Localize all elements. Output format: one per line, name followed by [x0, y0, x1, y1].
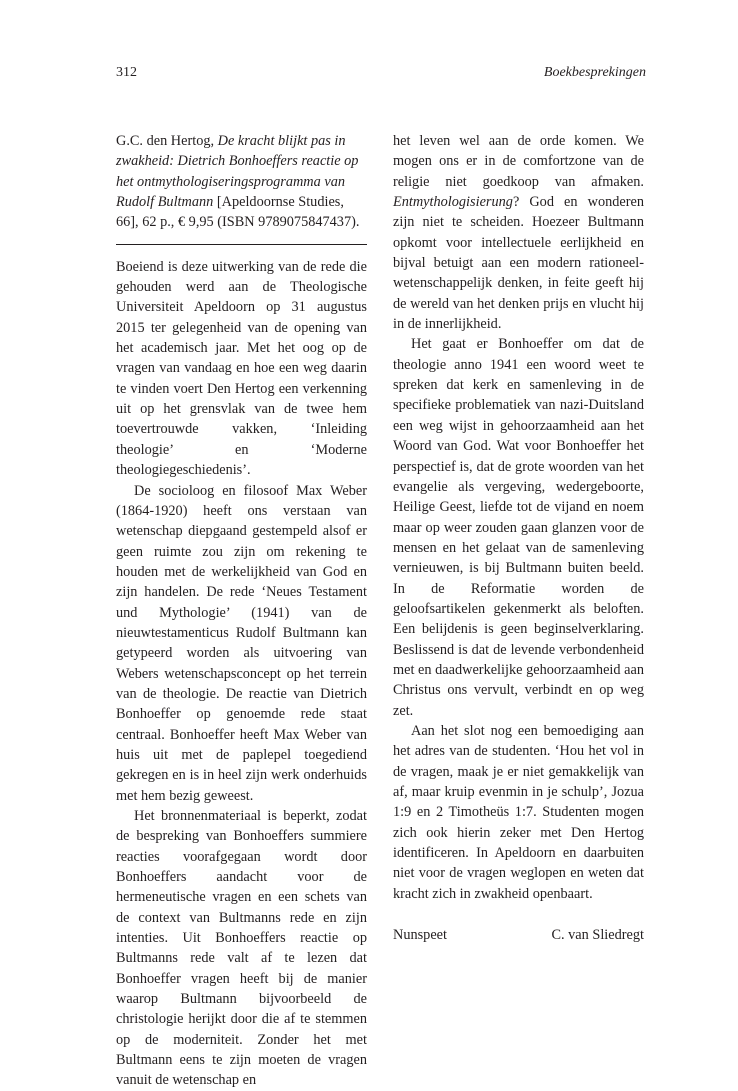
review-body-right [393, 131, 644, 904]
italic-term: Entmythologisierung [393, 194, 513, 211]
review-text: ? God en wonderen zijn niet te scheiden. Hoezeer Bultmann opkomt voor intellectuele eerlijkheid en bijval betuigt aan een modern rationeel-wetenschappelijk denken, in feite geeft hij de wereld van het denken prijs en vlucht hij in de innerlijkheid. [393, 194, 644, 333]
right-column [393, 131, 644, 945]
book-author: G.C. den Hertog, [116, 133, 218, 149]
reviewer-name: C. van Sliedregt [551, 927, 644, 944]
book-reference [116, 131, 367, 233]
review-body-left [116, 257, 367, 1091]
reference-divider [116, 244, 367, 245]
review-text: het leven wel aan de orde komen. We mogen ons er in de comfortzone van de religie niet goedkoop van afmaken. [393, 133, 644, 190]
left-column [116, 131, 367, 1091]
review-paragraph: De socioloog en filosoof Max Weber (1864-1920) heeft ons verstaan van wetenschap diepgaand gestempeld alsof er geen ruimte zou zijn om rekening te houden met de werkelijkheid van God en zijn handelen. De rede ‘Neues Testament und Mythologie’ (1941) van de nieuwtestamenticus Rudolf Bultmann kan getypeerd worden als uitvoering van Webers wetenschapsconcept op het terrein van de theologie. De reactie van Dietrich Bonhoeffer op genoemde rede staat centraal. Bonhoeffer heeft Max Weber van huis uit met de paplepel toegediend gekregen en is in heel zijn werk onderhuids met hem bezig geweest. [116, 482, 367, 804]
book-title: De kracht blijkt pas in zwakheid: Dietrich Bonhoeffers reactie op het ontmythologiseringsprogramma van Rudolf Bultmann [116, 133, 359, 211]
review-paragraph: Het gaat er Bonhoeffer om dat de theologie anno 1941 een woord weet te spreken dat kerk en samenleving in de specifieke problematiek van nazi-Duitsland een weg wijst in gehoorzaamheid aan het Woord van God. Wat voor Bonhoeffer het perspectief is, dat de grote woorden van het evangelie als vergeving, wedergeboorte, Heilige Geest, liefde tot de vijand en noem maar op weer zouden gaan glanzen voor de mensen en het gelaat van de samenleving vernieuwen, is bij Bultmann buiten beeld. In de Reformatie worden de geloofsartikelen gekenmerkt als beloften. Een belijdenis is geen beginselverklaring. Beslissend is dat de levende verbondenheid met en daadwerkelijke gehoorzaamheid aan Christus ons vervult, verbindt en op weg zet. [393, 336, 644, 719]
review-paragraph: Aan het slot nog een bemoediging aan het adres van de studenten. ‘Hou het vol in de vragen, maak je er niet gemakkelijk van af, maar kruip evenmin in je schulp’, Jozua 1:9 en 2 Timotheüs 1:7. Studenten mogen zich ook hierin zeker met Den Hertog identificeren. In Apeldoorn en daarbuiten niet voor de vragen weglopen en weten dat kracht zich in zwakheid openbaart. [393, 722, 644, 902]
review-paragraph: Boeiend is deze uitwerking van de rede die gehouden werd aan de Theologische Universiteit Apeldoorn op 31 augustus 2015 ter gelegenheid van de opening van het academisch jaar. Met het oog op de vragen van vandaag en hoe een weg daarin te vinden voert Den Hertog een verkenning uit op het grensvlak van de twee hem toevertrouwde vakken, ‘Inleiding theologie’ en ‘Moderne theologiegeschiedenis’. [116, 258, 367, 479]
section-title: Boekbesprekingen [543, 65, 646, 80]
book-details: [Apeldoornse Studies, 66], 62 p., € 9,95 (ISBN 9789075847437). [116, 194, 360, 231]
review-signature [393, 925, 644, 945]
review-paragraph: Het bronnenmateriaal is beperkt, zodat de bespreking van Bonhoeffers summiere reacties voorafgegaan wordt door Bonhoeffers aandacht voor de hermeneutische vragen en een schets van de context van Bultmanns rede en zijn intenties. Uit Bonhoeffers reactie op Bultmanns rede valt af te lezen dat Bonhoeffer vragen heeft bij de manier waarop Bultmann bijvoorbeeld de christologie herijkt door die af te stemmen op de moderniteit. Zonder het met Bultmann eens te zijn moeten de vragen vanuit de wetenschap en [116, 808, 367, 1089]
review-paragraph-continued [393, 131, 644, 334]
signature-place: Nunspeet [393, 927, 447, 944]
page-number: 312 [116, 65, 137, 80]
